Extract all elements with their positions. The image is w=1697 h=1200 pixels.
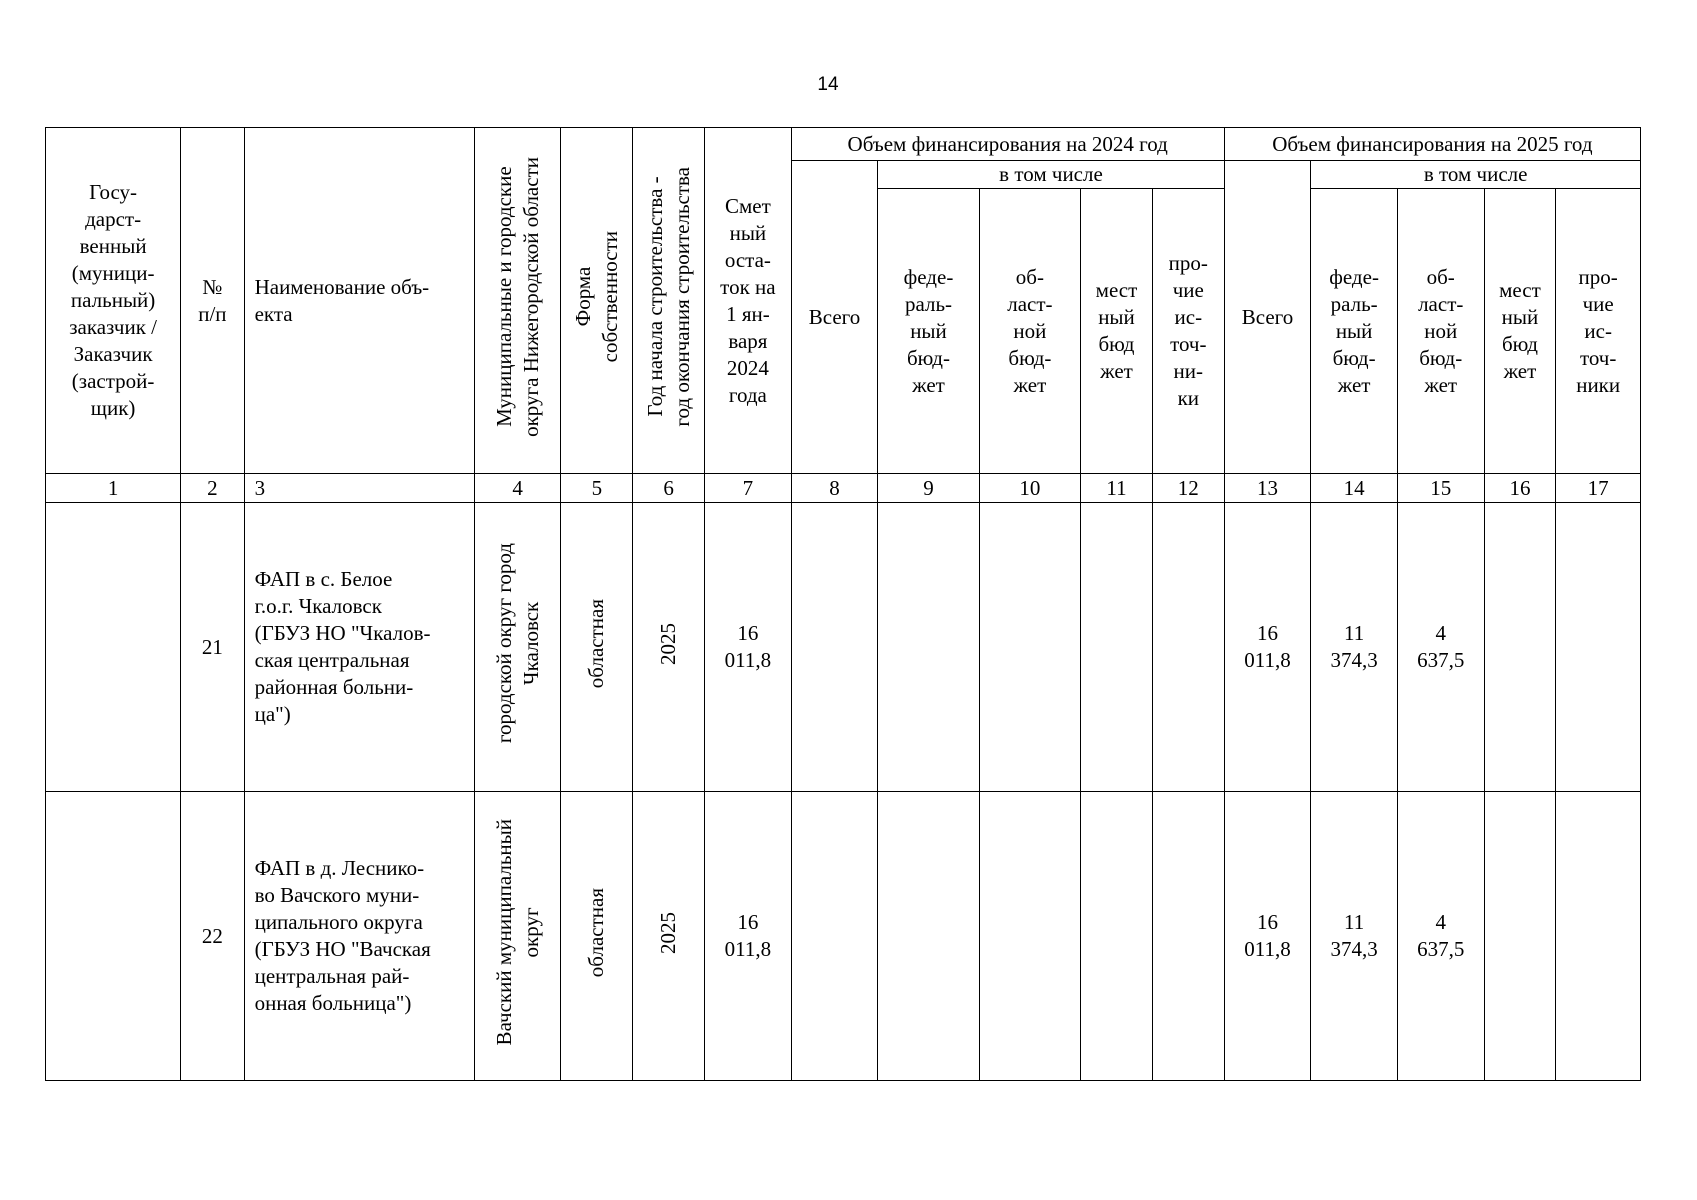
cell-municipality-cell: [474, 792, 561, 1081]
column-number: 1: [46, 474, 181, 503]
header-regional-2024: об- ласт- ной бюд- жет: [979, 189, 1080, 474]
header-local-2024: мест ный бюд жет: [1081, 189, 1153, 474]
cell-other-2024: [1152, 792, 1224, 1081]
header-customer: Госу- дарст- венный (муници- пальный) заказчик / Заказчик (застрой- щик): [46, 128, 181, 474]
page-number: 14: [817, 74, 839, 95]
cell-federal-2025: 11 374,3: [1311, 792, 1398, 1081]
cell-regional-2024: [979, 503, 1080, 792]
cell-total-2025: 16 011,8: [1224, 503, 1311, 792]
header-municipality-cell: [474, 128, 561, 474]
column-number: 12: [1152, 474, 1224, 503]
cell-balance: 16 011,8: [705, 503, 792, 792]
cell-local-2024: [1081, 503, 1153, 792]
table-row: [46, 792, 1641, 1081]
header-number: № п/п: [181, 128, 244, 474]
header-local-2025: мест ный бюд жет: [1484, 189, 1556, 474]
cell-other-2025: [1556, 503, 1641, 792]
header-years-cell: [633, 128, 705, 474]
header-fin-2024: Объем финансирования на 2024 год: [791, 128, 1224, 161]
header-municipality: Муниципальные и городские округа Нижегородской области: [491, 157, 543, 437]
cell-federal-2025: 11 374,3: [1311, 503, 1398, 792]
cell-ownership: областная: [584, 598, 609, 689]
column-number: 9: [878, 474, 979, 503]
header-fin-2025: Объем финансирования на 2025 год: [1224, 128, 1640, 161]
header-balance: Смет ный оста- ток на 1 ян- варя 2024 года: [705, 128, 792, 474]
financing-table: [45, 127, 1641, 1081]
column-number: 7: [705, 474, 792, 503]
cell-federal-2024: [878, 503, 979, 792]
header-federal-2024: феде- раль- ный бюд- жет: [878, 189, 979, 474]
cell-number: 21: [181, 503, 244, 792]
cell-federal-2024: [878, 792, 979, 1081]
cell-municipality-cell: [474, 503, 561, 792]
cell-customer: [46, 792, 181, 1081]
cell-customer: [46, 503, 181, 792]
column-number: 5: [561, 474, 633, 503]
header-ownership: Форма собственности: [570, 231, 622, 363]
cell-ownership: областная: [584, 887, 609, 978]
column-number: 11: [1081, 474, 1153, 503]
cell-total-2025: 16 011,8: [1224, 792, 1311, 1081]
column-number: 13: [1224, 474, 1311, 503]
cell-local-2024: [1081, 792, 1153, 1081]
header-including-2024: в том числе: [878, 161, 1224, 189]
column-number-row: [46, 474, 1641, 503]
column-number: 6: [633, 474, 705, 503]
header-years: Год начала строительства - год окончания строительства: [642, 167, 694, 427]
column-number: 2: [181, 474, 244, 503]
cell-years: 2025: [656, 622, 681, 665]
cell-regional-2025: 4 637,5: [1397, 503, 1484, 792]
column-number: 15: [1397, 474, 1484, 503]
column-number: 8: [791, 474, 878, 503]
cell-local-2025: [1484, 792, 1556, 1081]
cell-balance: 16 011,8: [705, 792, 792, 1081]
cell-number: 22: [181, 792, 244, 1081]
table-row: [46, 503, 1641, 792]
cell-other-2025: [1556, 792, 1641, 1081]
cell-ownership-cell: [561, 503, 633, 792]
cell-total-2024: [791, 792, 878, 1081]
cell-object-name: ФАП в д. Леснико- во Вачского муни- ципального округа (ГБУЗ НО "Вачская центральная рай- онная больница"): [244, 792, 474, 1081]
header-ownership-cell: [561, 128, 633, 474]
column-number: 10: [979, 474, 1080, 503]
header-federal-2025: феде- раль- ный бюд- жет: [1311, 189, 1398, 474]
header-other-2025: про- чие ис- точ- ники: [1556, 189, 1641, 474]
header-object-name: Наименование объ- екта: [244, 128, 474, 474]
cell-other-2024: [1152, 503, 1224, 792]
header-regional-2025: об- ласт- ной бюд- жет: [1397, 189, 1484, 474]
cell-regional-2025: 4 637,5: [1397, 792, 1484, 1081]
column-number: 14: [1311, 474, 1398, 503]
cell-years-cell: [633, 503, 705, 792]
cell-regional-2024: [979, 792, 1080, 1081]
cell-total-2024: [791, 503, 878, 792]
column-number: 17: [1556, 474, 1641, 503]
cell-years: 2025: [656, 911, 681, 954]
header-including-2025: в том числе: [1311, 161, 1641, 189]
cell-local-2025: [1484, 503, 1556, 792]
header-row-top: [46, 128, 1641, 161]
cell-ownership-cell: [561, 792, 633, 1081]
column-number: 16: [1484, 474, 1556, 503]
column-number: 3: [244, 474, 474, 503]
cell-object-name: ФАП в с. Белое г.о.г. Чкаловск (ГБУЗ НО "Чкалов- ская центральная районная больни- ца"): [244, 503, 474, 792]
header-total-2025: Всего: [1224, 161, 1311, 474]
column-number: 4: [474, 474, 561, 503]
header-other-2024: про- чие ис- точ- ни- ки: [1152, 189, 1224, 474]
header-total-2024: Всего: [791, 161, 878, 474]
cell-years-cell: [633, 792, 705, 1081]
cell-municipality: городской округ город Чкаловск: [491, 543, 543, 744]
cell-municipality: Вачский муниципальный округ: [491, 819, 543, 1046]
